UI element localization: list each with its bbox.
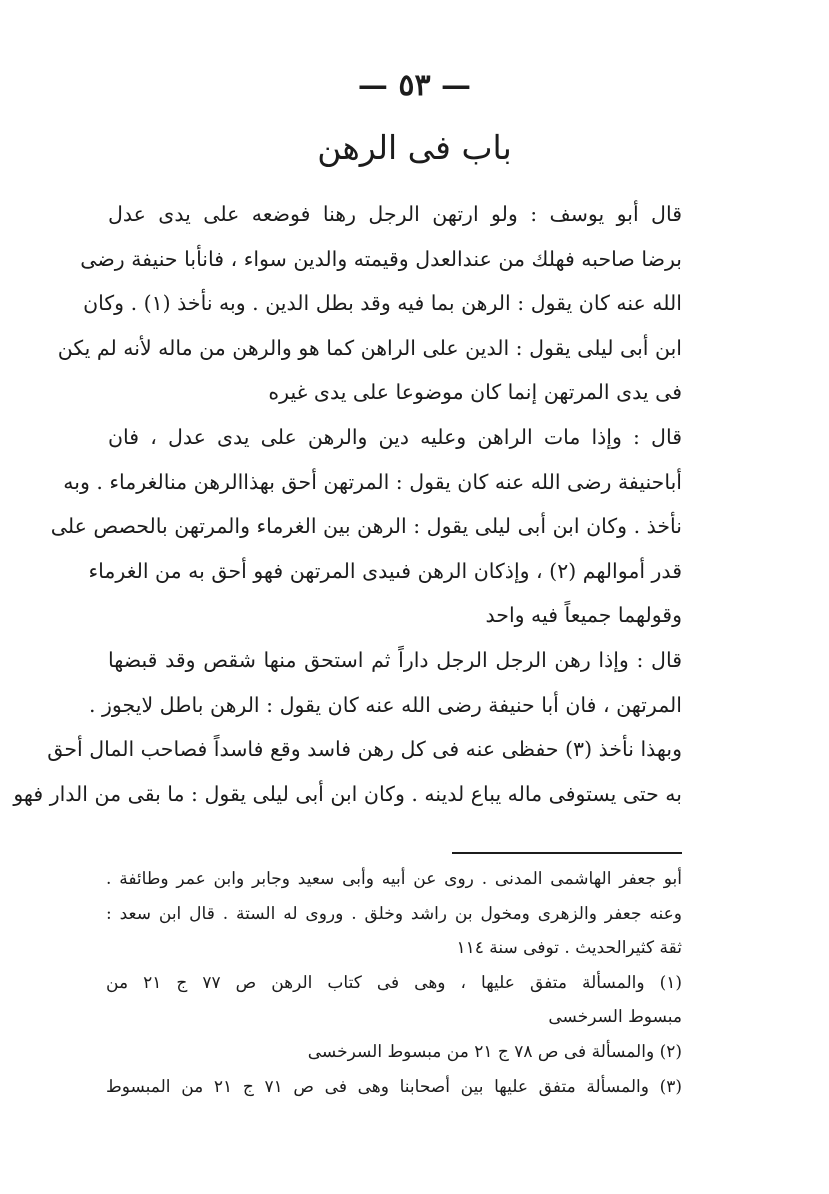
text-line: قال : وإذا رهن الرجل الرجل داراً ثم استحق منها شقص وقد قبضها xyxy=(108,647,682,672)
text-line: قال : وإذا مات الراهن وعليه دين والرهن على يدى عدل ، فان xyxy=(108,424,682,449)
text-line: وقولهما جميعاً فيه واحد xyxy=(485,603,682,628)
text-line: أباحنيفة رضى الله عنه كان يقول : المرتهن أحق بهذاالرهن منالغرماء . وبه xyxy=(63,469,682,494)
text-line: فى يدى المرتهن إنما كان موضوعا على يدى غيره xyxy=(268,380,682,405)
text-line: المرتهن ، فان أبا حنيفة رضى الله عنه كان يقول : الرهن باطل لايجوز . xyxy=(88,692,682,717)
chapter-title: باب فى الرهن xyxy=(317,128,512,167)
text-line: به حتى يستوفى ماله يباع لدينه . وكان ابن أبى ليلى يقول : ما بقى من الدار فهو xyxy=(13,781,682,806)
footnote-line: (٣) والمسألة متفق عليها بين أصحابنا وهى فى ص ٧١ ج ٢١ من المبسوط xyxy=(106,1076,683,1097)
footnote-line: وعنه جعفر والزهرى ومخول بن راشد وخلق . وروى له الستة . قال ابن سعد : xyxy=(106,903,682,924)
main-text xyxy=(13,192,682,816)
footnote-line: (١) والمسألة متفق عليها ، وهى فى كتاب الرهن ص ٧٧ ج ٢١ من xyxy=(106,972,683,993)
footnote-divider xyxy=(452,852,682,854)
text-line: نأخذ . وكان ابن أبى ليلى يقول : الرهن بين الغرماء والمرتهن بالحصص على xyxy=(50,514,682,539)
footnote-line: (٢) والمسألة فى ص ٧٨ ج ٢١ من مبسوط السرخسى xyxy=(307,1041,682,1062)
text-line: الله عنه كان يقول : الرهن بما فيه وقد بطل الدين . وبه نأخذ (١) . وكان xyxy=(83,291,682,316)
footnote-line: ثقة كثيرالحديث . توفى سنة ١١٤ xyxy=(456,938,682,959)
text-line: ابن أبى ليلى يقول : الدين على الراهن كما هو والرهن من ماله لأنه لم يكن xyxy=(57,335,682,360)
text-line: وبهذا نأخذ (٣) حفظى عنه فى كل رهن فاسد وقع فاسداً فصاحب المال أحق xyxy=(47,737,682,762)
footnotes xyxy=(106,862,682,1104)
text-line: قدر أموالهم (٢) ، وإذكان الرهن فىيدى المرتهن فهو أحق به من الغرماء xyxy=(88,558,682,583)
footnote-line: مبسوط السرخسى xyxy=(548,1007,682,1028)
text-line: قال أبو يوسف : ولو ارتهن الرجل رهنا فوضعه على يدى عدل xyxy=(108,202,682,226)
text-line: برضا صاحبه فهلك من عندالعدل وقيمته والدين سواء ، فانأبا حنيفة رضى xyxy=(80,246,682,271)
footnote-line: أبو جعفر الهاشمى المدنى . روى عن أبيه وأبى سعيد وجابر وابن عمر وطائفة . xyxy=(106,869,682,889)
page-number: — ٥٣ — xyxy=(357,68,472,103)
